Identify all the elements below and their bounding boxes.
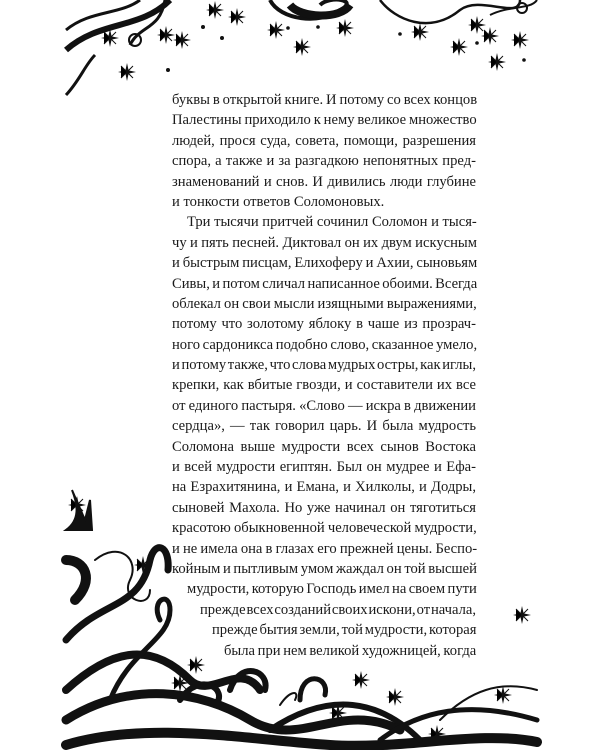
text-line bbox=[172, 641, 476, 661]
text-line-content: прежде бытия земли, той мудрости, которая bbox=[212, 622, 477, 639]
text-line-content: Соломона выше мудрости всех сынов Востока bbox=[172, 438, 476, 455]
text-line bbox=[172, 314, 476, 334]
text-line bbox=[172, 579, 476, 599]
text-line-content: от единого пастыря. «Слово — искра в движении bbox=[172, 397, 476, 414]
text-line bbox=[172, 110, 476, 130]
text-line bbox=[172, 131, 476, 151]
text-line-content: сердца», — так говорил царь. И была мудрость bbox=[172, 418, 476, 435]
text-line bbox=[172, 600, 476, 620]
text-line bbox=[172, 151, 476, 171]
text-line-content: Три тысячи притчей сочинил Соломон и тыся- bbox=[187, 214, 477, 231]
text-line bbox=[172, 375, 476, 395]
text-line bbox=[172, 274, 476, 294]
text-line-content: койным и пытливым умом жаждал он той высшей bbox=[172, 560, 477, 577]
text-line-content: сыновей Махола. Но уже начинал он тяготиться bbox=[172, 499, 476, 516]
text-line-content: и потому также, что слова мудрых остры, как иглы, bbox=[172, 357, 476, 374]
text-line bbox=[172, 437, 476, 457]
text-line-content: Сивы, и потом сличал написанное обоими. Всегда bbox=[172, 275, 478, 292]
text-line bbox=[172, 335, 476, 355]
text-line bbox=[172, 396, 476, 416]
text-line-content: и всей мудрости египтян. Был он мудрее и Ефа- bbox=[172, 459, 476, 476]
text-line-content: ного сардоникса подобно слово, сказанное умело, bbox=[172, 336, 478, 353]
text-line-content: людей, прося суда, совета, помощи, разрешения bbox=[172, 132, 476, 149]
text-line bbox=[172, 253, 476, 273]
text-line-content: спора, а также и за разгадкою непонятных пред- bbox=[172, 153, 476, 170]
text-line-content: буквы в открытой книге. И потому со всех концов bbox=[172, 92, 478, 108]
text-line-content: мудрости, которую Господь имел на своем пути bbox=[187, 581, 477, 598]
text-line-content: прежде всех созданий своих искони, от начала, bbox=[200, 601, 477, 618]
text-line bbox=[172, 233, 476, 253]
text-line-content: облекал он свои мысли изящными выражениями, bbox=[172, 295, 477, 312]
text-line-content: чу и пять песней. Диктовал он их двум искусным bbox=[172, 234, 477, 251]
text-line bbox=[172, 172, 476, 192]
text-line-content: на Езрахитянина, и Емана, и Хилколы, и Додры, bbox=[172, 479, 476, 496]
text-line-content: Палестины приходило к нему великое множество bbox=[172, 112, 477, 129]
text-line bbox=[172, 192, 476, 212]
text-line bbox=[172, 90, 476, 110]
text-line bbox=[172, 498, 476, 518]
text-line-content: крепки, как вбитые гвозди, и составители их все bbox=[172, 377, 476, 394]
text-line-content: и тонкости ответов Соломоновых. bbox=[172, 193, 385, 210]
text-line-content: была при нем великой художницей, когда bbox=[224, 642, 477, 659]
book-page-text bbox=[172, 90, 476, 661]
text-line-content: и не имела она в глазах его прежней цены. Беспо- bbox=[172, 540, 478, 557]
text-line bbox=[172, 457, 476, 477]
text-line-content: потому что золотому яблоку в чаше из прозрач- bbox=[172, 316, 476, 333]
text-line-content: красотою обыкновенной человеческой мудрости, bbox=[172, 520, 477, 537]
text-line bbox=[172, 212, 476, 232]
text-line bbox=[172, 518, 476, 538]
text-line-content: знаменований и снов. И дивились люди глубине bbox=[172, 173, 476, 190]
text-line bbox=[172, 294, 476, 314]
text-line bbox=[172, 620, 476, 640]
text-line bbox=[172, 477, 476, 497]
text-line bbox=[172, 539, 476, 559]
text-line bbox=[172, 416, 476, 436]
text-line bbox=[172, 355, 476, 375]
text-line-content: и быстрым писцам, Елихоферу и Ахии, сыновьям bbox=[172, 255, 478, 272]
text-line bbox=[172, 559, 476, 579]
